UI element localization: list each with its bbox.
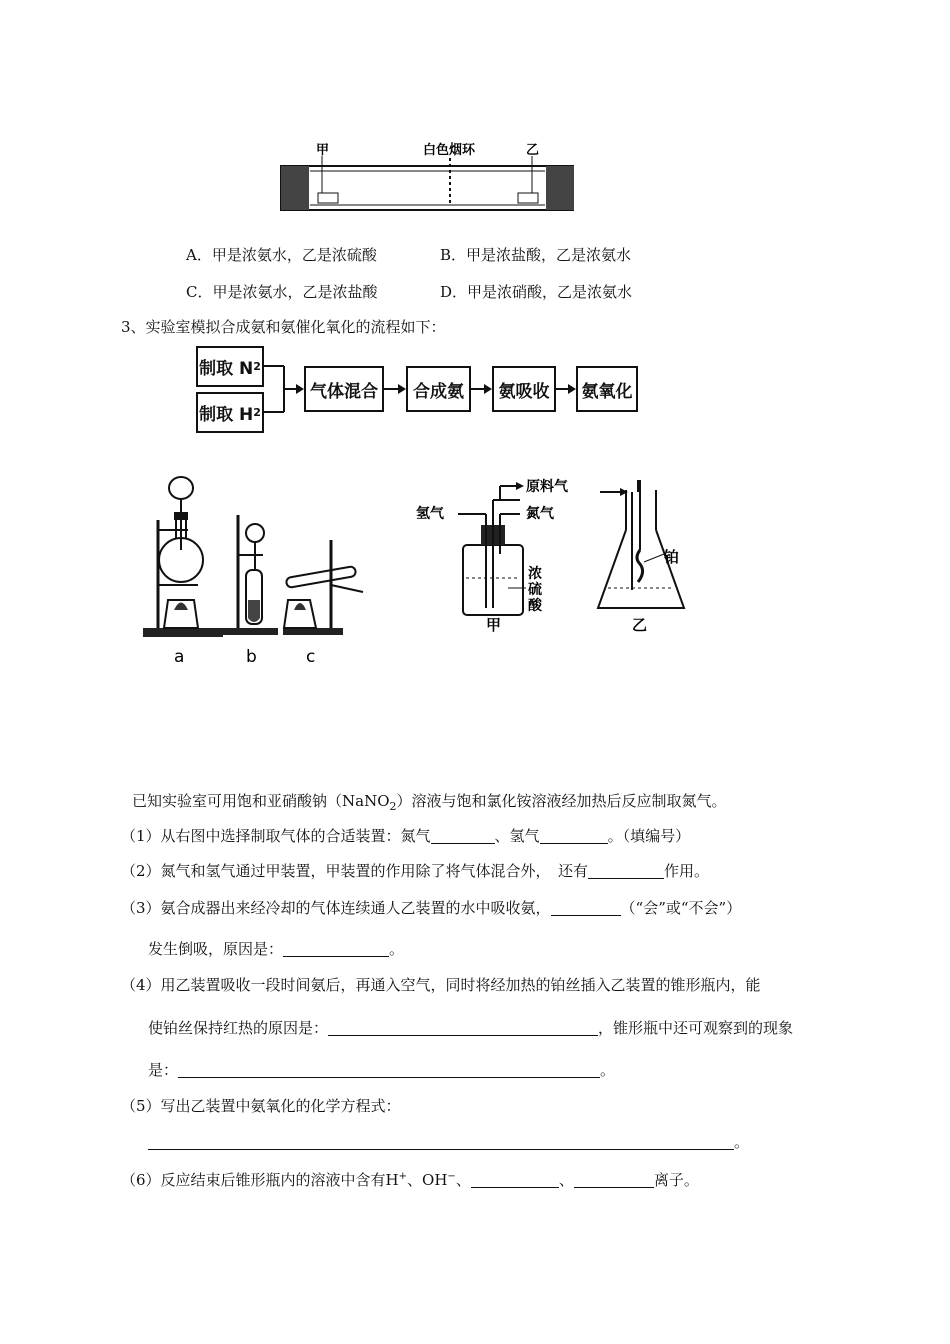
flow-h2: 制取 H 2: [196, 392, 264, 433]
q5-answer-line: 。: [148, 1132, 749, 1152]
q4-blank-reason[interactable]: [328, 1019, 598, 1036]
tube-diagram: [280, 138, 580, 213]
q6-line: （6）反应结束后锥形瓶内的溶液中含有H+、OH−、 、 离子。: [121, 1171, 699, 1189]
option-d: D．甲是浓硝酸，乙是浓氨水: [440, 283, 633, 301]
label-c: c: [306, 647, 316, 667]
q4-line2: 使铂丝保持红热的原因是： ，锥形瓶中还可观察到的现象: [148, 1019, 794, 1037]
label-conc-3: 酸: [528, 598, 542, 614]
label-yi: 乙: [632, 616, 648, 634]
q5-line: （5）写出乙装置中氨氧化的化学方程式：: [121, 1097, 401, 1115]
label-platinum: 铂: [664, 548, 680, 566]
q2-line: （2）氮气和氢气通过甲装置，甲装置的作用除了将气体混合外， 还有 作用。: [121, 862, 710, 880]
tube-left-label: 甲: [316, 143, 330, 158]
flow-oxid: 氨氧化: [576, 366, 638, 412]
label-a: a: [174, 647, 185, 667]
q4-line3: 是： 。: [148, 1061, 616, 1079]
q1-line: （1）从右图中选择制取气体的合适装置：氮气 、氢气 。（填编号）: [121, 827, 691, 845]
option-b: B．甲是浓盐酸，乙是浓氨水: [440, 246, 632, 264]
q1-blank-nitrogen[interactable]: [431, 827, 495, 844]
q3b-line: 发生倒吸，原因是： 。: [148, 940, 405, 958]
label-raw-gas: 原料气: [526, 479, 568, 495]
intro-line: 已知实验室可用饱和亚硝酸钠（NaNO$_2$）溶液与饱和氯化铵溶液经加热后反应制取氮气。: [132, 792, 727, 813]
label-nitrogen: 氮气: [526, 506, 554, 522]
q2-blank[interactable]: [588, 862, 664, 879]
label-hydrogen: 氢气: [416, 506, 444, 522]
question3-title: 3、实验室模拟合成氨和氨催化氧化的流程如下：: [121, 318, 446, 336]
q1-blank-hydrogen[interactable]: [540, 827, 608, 844]
label-b: b: [246, 647, 257, 667]
apparatus-abc: [138, 460, 378, 670]
label-jia: 甲: [486, 616, 502, 634]
tube-center-label: 白色烟环: [423, 143, 476, 158]
q6-blank-2[interactable]: [574, 1171, 654, 1188]
q4-line1: （4）用乙装置吸收一段时间氨后，再通入空气，同时将经加热的铂丝插入乙装置的锥形瓶内，能: [121, 976, 761, 994]
q3-blank[interactable]: [551, 899, 621, 916]
flow-synth: 合成氨: [406, 366, 471, 412]
q4-blank-phenomenon[interactable]: [178, 1061, 600, 1078]
apparatus-jia-yi: [408, 470, 698, 640]
option-a: A．甲是浓氨水，乙是浓硫酸: [186, 246, 377, 264]
option-c: C．甲是浓氨水，乙是浓盐酸: [186, 283, 378, 301]
q5-blank[interactable]: [148, 1133, 734, 1150]
tube-right-label: 乙: [526, 143, 540, 158]
q6-blank-1[interactable]: [471, 1171, 559, 1188]
label-conc-2: 硫: [528, 582, 542, 598]
flow-mix: 气体混合: [304, 366, 384, 412]
flow-n2: 制取 N 2: [196, 346, 264, 387]
flow-absorb: 氨吸收: [492, 366, 556, 412]
label-conc-1: 浓: [528, 566, 542, 582]
q3-line: （3）氨合成器出来经冷却的气体连续通人乙装置的水中吸收氨， （“会”或“不会”）: [121, 899, 742, 917]
q3b-blank[interactable]: [283, 940, 389, 957]
